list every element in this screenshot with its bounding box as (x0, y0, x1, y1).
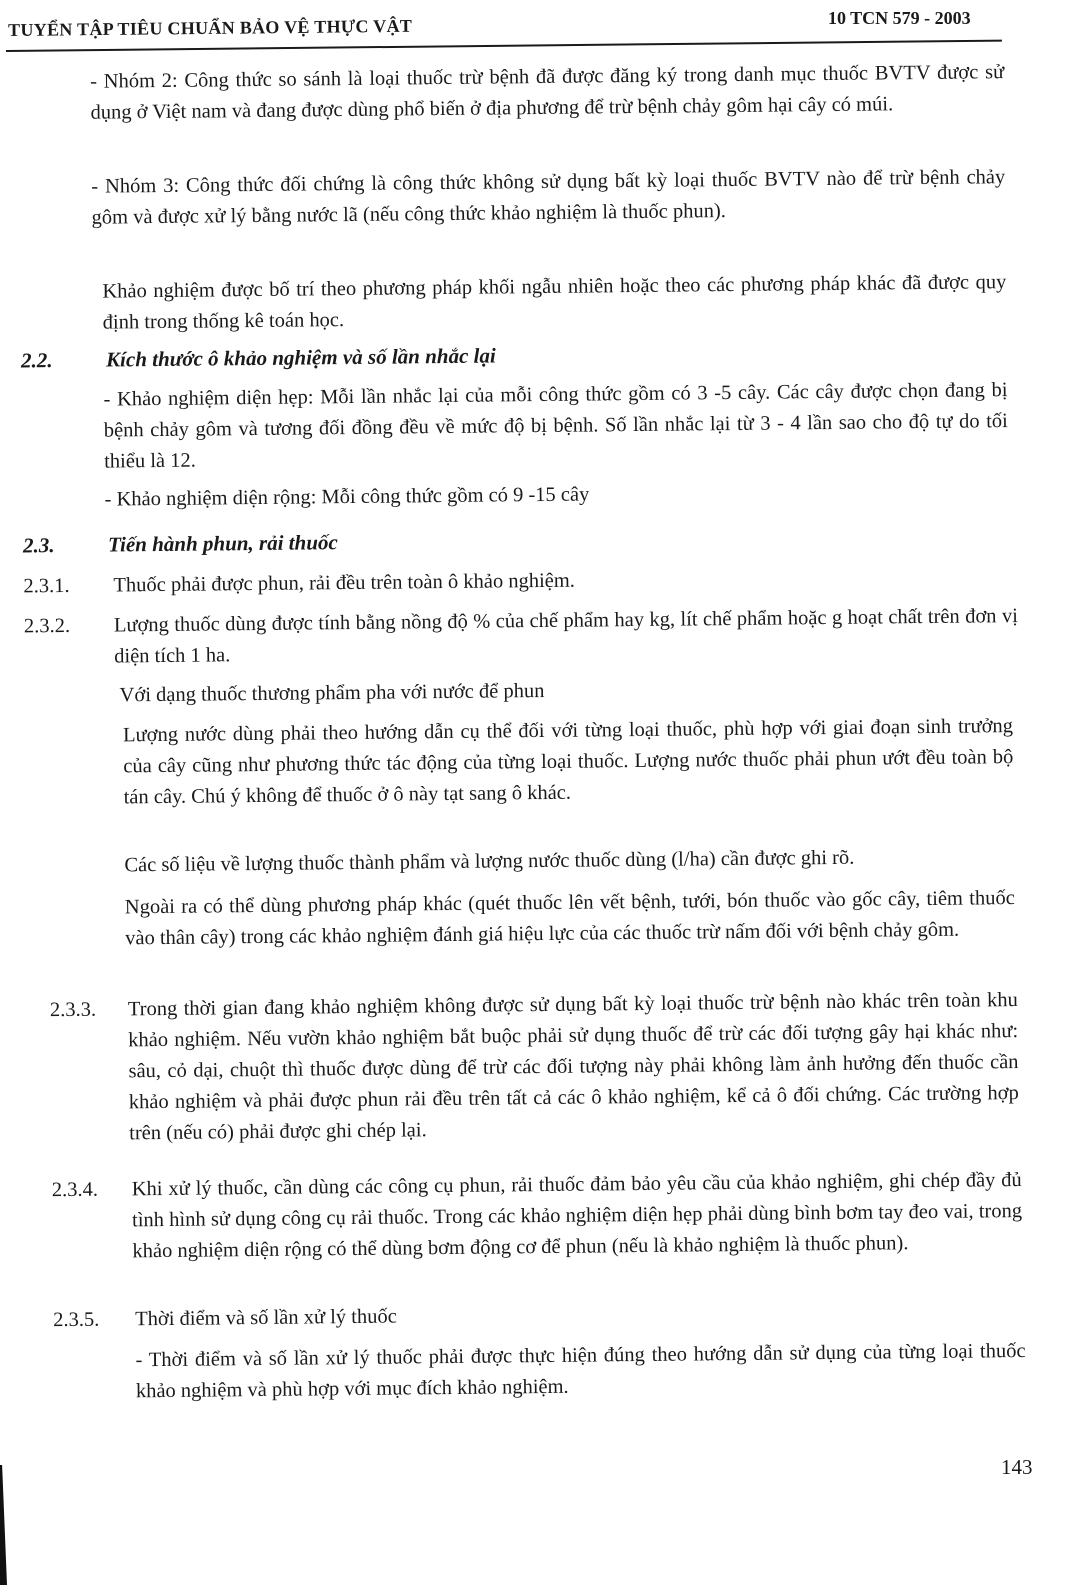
section-2-3-2-text: Lượng thuốc dùng được tính bằng nồng độ % của chế phẩm hay kg, lít chế phẩm hoặc g hoạt chất trên đơn vị diện tích 1 ha. (113, 605, 1018, 668)
section-2-3-2-number: 2.3.2. (23, 614, 71, 638)
group-3-paragraph: - Nhóm 3: Công thức đối chứng là công thức không sử dụng bất kỳ loại thuốc BVTV nào để trừ bệnh chảy gôm và được xử lý bằng nước lã (nếu công thức khảo nghiệm là thuốc phun). (91, 166, 1006, 229)
section-2-3-5-number: 2.3.5. (53, 1308, 100, 1332)
header-rule (6, 40, 1002, 52)
narrow-trial-paragraph: - Khảo nghiệm diện hẹp: Mỗi lần nhắc lại của mỗi công thức gồm có 3 -5 cây. Các cây được chọn đang bị bệnh chảy gôm và tương đối đồng đều về mức độ bị bệnh. Số lần nhắc lại từ 3 - 4 lần sao cho độ tự do tối thiểu là 12. (103, 379, 1008, 473)
scan-edge-shadow (0, 1465, 7, 1585)
section-2-3-5-detail: - Thời điểm và số lần xử lý thuốc phải được thực hiện đúng theo hướng dẫn sử dụng của từng loại thuốc khảo nghiệm và phù hợp với mục đích khảo nghiệm. (135, 1339, 1026, 1403)
section-2-3-1-number: 2.3.1. (23, 574, 70, 598)
section-2-3-1-text: Thuốc phải được phun, rải đều trên toàn ô khảo nghiệm. (113, 569, 576, 597)
data-record-paragraph: Các số liệu về lượng thuốc thành phẩm và lượng nước thuốc dùng (l/ha) cần được ghi rõ. (124, 846, 855, 877)
running-header-title: TUYỂN TẬP TIÊU CHUẨN BẢO VỆ THỰC VẬT (8, 15, 413, 40)
section-2-3-3-text: Trong thời gian đang khảo nghiệm không được sử dụng bất kỳ loại thuốc trừ bệnh nào khác trên toàn khu khảo nghiệm. Nếu vườn khảo nghiệm bắt buộc phải sử dụng thuốc để trừ các đối tượng gây hại khác như: sâu, cỏ dại, chuột thì thuốc được dùng để trừ các đối tượng này phải không làm ảnh hưởng đến thuốc cần khảo nghiệm và phải được phun rải đều trên tất cả các ô khảo nghiệm, kể cả ô đối chứng. Các trường hợp trên (nếu có) phải được ghi chép lại. (127, 989, 1019, 1145)
page-body (0, 56, 1081, 1403)
layout-paragraph: Khảo nghiệm được bố trí theo phương pháp khối ngẫu nhiên hoặc theo các phương pháp khác đã được quy định trong thống kê toán học. (102, 271, 1007, 334)
group-2-paragraph: - Nhóm 2: Công thức so sánh là loại thuốc trừ bệnh đã được đăng ký trong danh mục thuốc BVTV được sử dụng ở Việt nam và đang được dùng phổ biến ở địa phương để trừ bệnh chảy gôm hại cây có múi. (90, 61, 1005, 124)
section-2-2-title: Kích thước ô khảo nghiệm và số lần nhắc lại (105, 343, 496, 372)
alternative-method-paragraph: Ngoài ra có thể dùng phương pháp khác (quét thuốc lên vết bệnh, tưới, bón thuốc vào gốc cây, tiêm thuốc vào thân cây) trong các khảo nghiệm đánh giá hiệu lực của các thuốc trừ nấm đối với bệnh chảy gôm. (124, 887, 1015, 950)
section-2-3-4-text: Khi xử lý thuốc, cần dùng các công cụ phun, rải thuốc đảm bảo yêu cầu của khảo nghiệm, ghi chép đầy đủ tình hình sử dụng công cụ rải thuốc. Trong các khảo nghiệm diện hẹp phải dùng bình bơm tay đeo vai, trong khảo nghiệm diện rộng có thể dùng bơm động cơ để phun (nếu là khảo nghiệm là thuốc phun). (131, 1169, 1023, 1263)
section-2-3-3-number: 2.3.3. (49, 998, 97, 1022)
section-2-2-number: 2.2. (20, 348, 53, 373)
section-2-3-number: 2.3. (22, 533, 55, 558)
section-2-3-title: Tiến hành phun, rải thuốc (107, 530, 338, 557)
section-2-3-4-number: 2.3.4. (51, 1178, 99, 1202)
section-2-3-5-text: Thời điểm và số lần xử lý thuốc (135, 1305, 397, 1331)
wide-trial-paragraph: - Khảo nghiệm diện rộng: Mỗi công thức gồm có 9 -15 cây (104, 483, 590, 511)
page-number: 143 (1001, 1455, 1033, 1479)
standard-code: 10 TCN 579 - 2003 (828, 8, 971, 28)
dilution-paragraph: Với dạng thuốc thương phẩm pha với nước để phun (119, 679, 545, 707)
water-volume-paragraph: Lượng nước dùng phải theo hướng dẫn cụ thể đối với từng loại thuốc, phù hợp với giai đoạn sinh trưởng của cây cũng như phương thức tác động của từng loại thuốc. Lượng nước thuốc phải phun ướt đều toàn bộ tán cây. Chú ý không để thuốc ở ô này tạt sang ô khác. (122, 715, 1014, 809)
